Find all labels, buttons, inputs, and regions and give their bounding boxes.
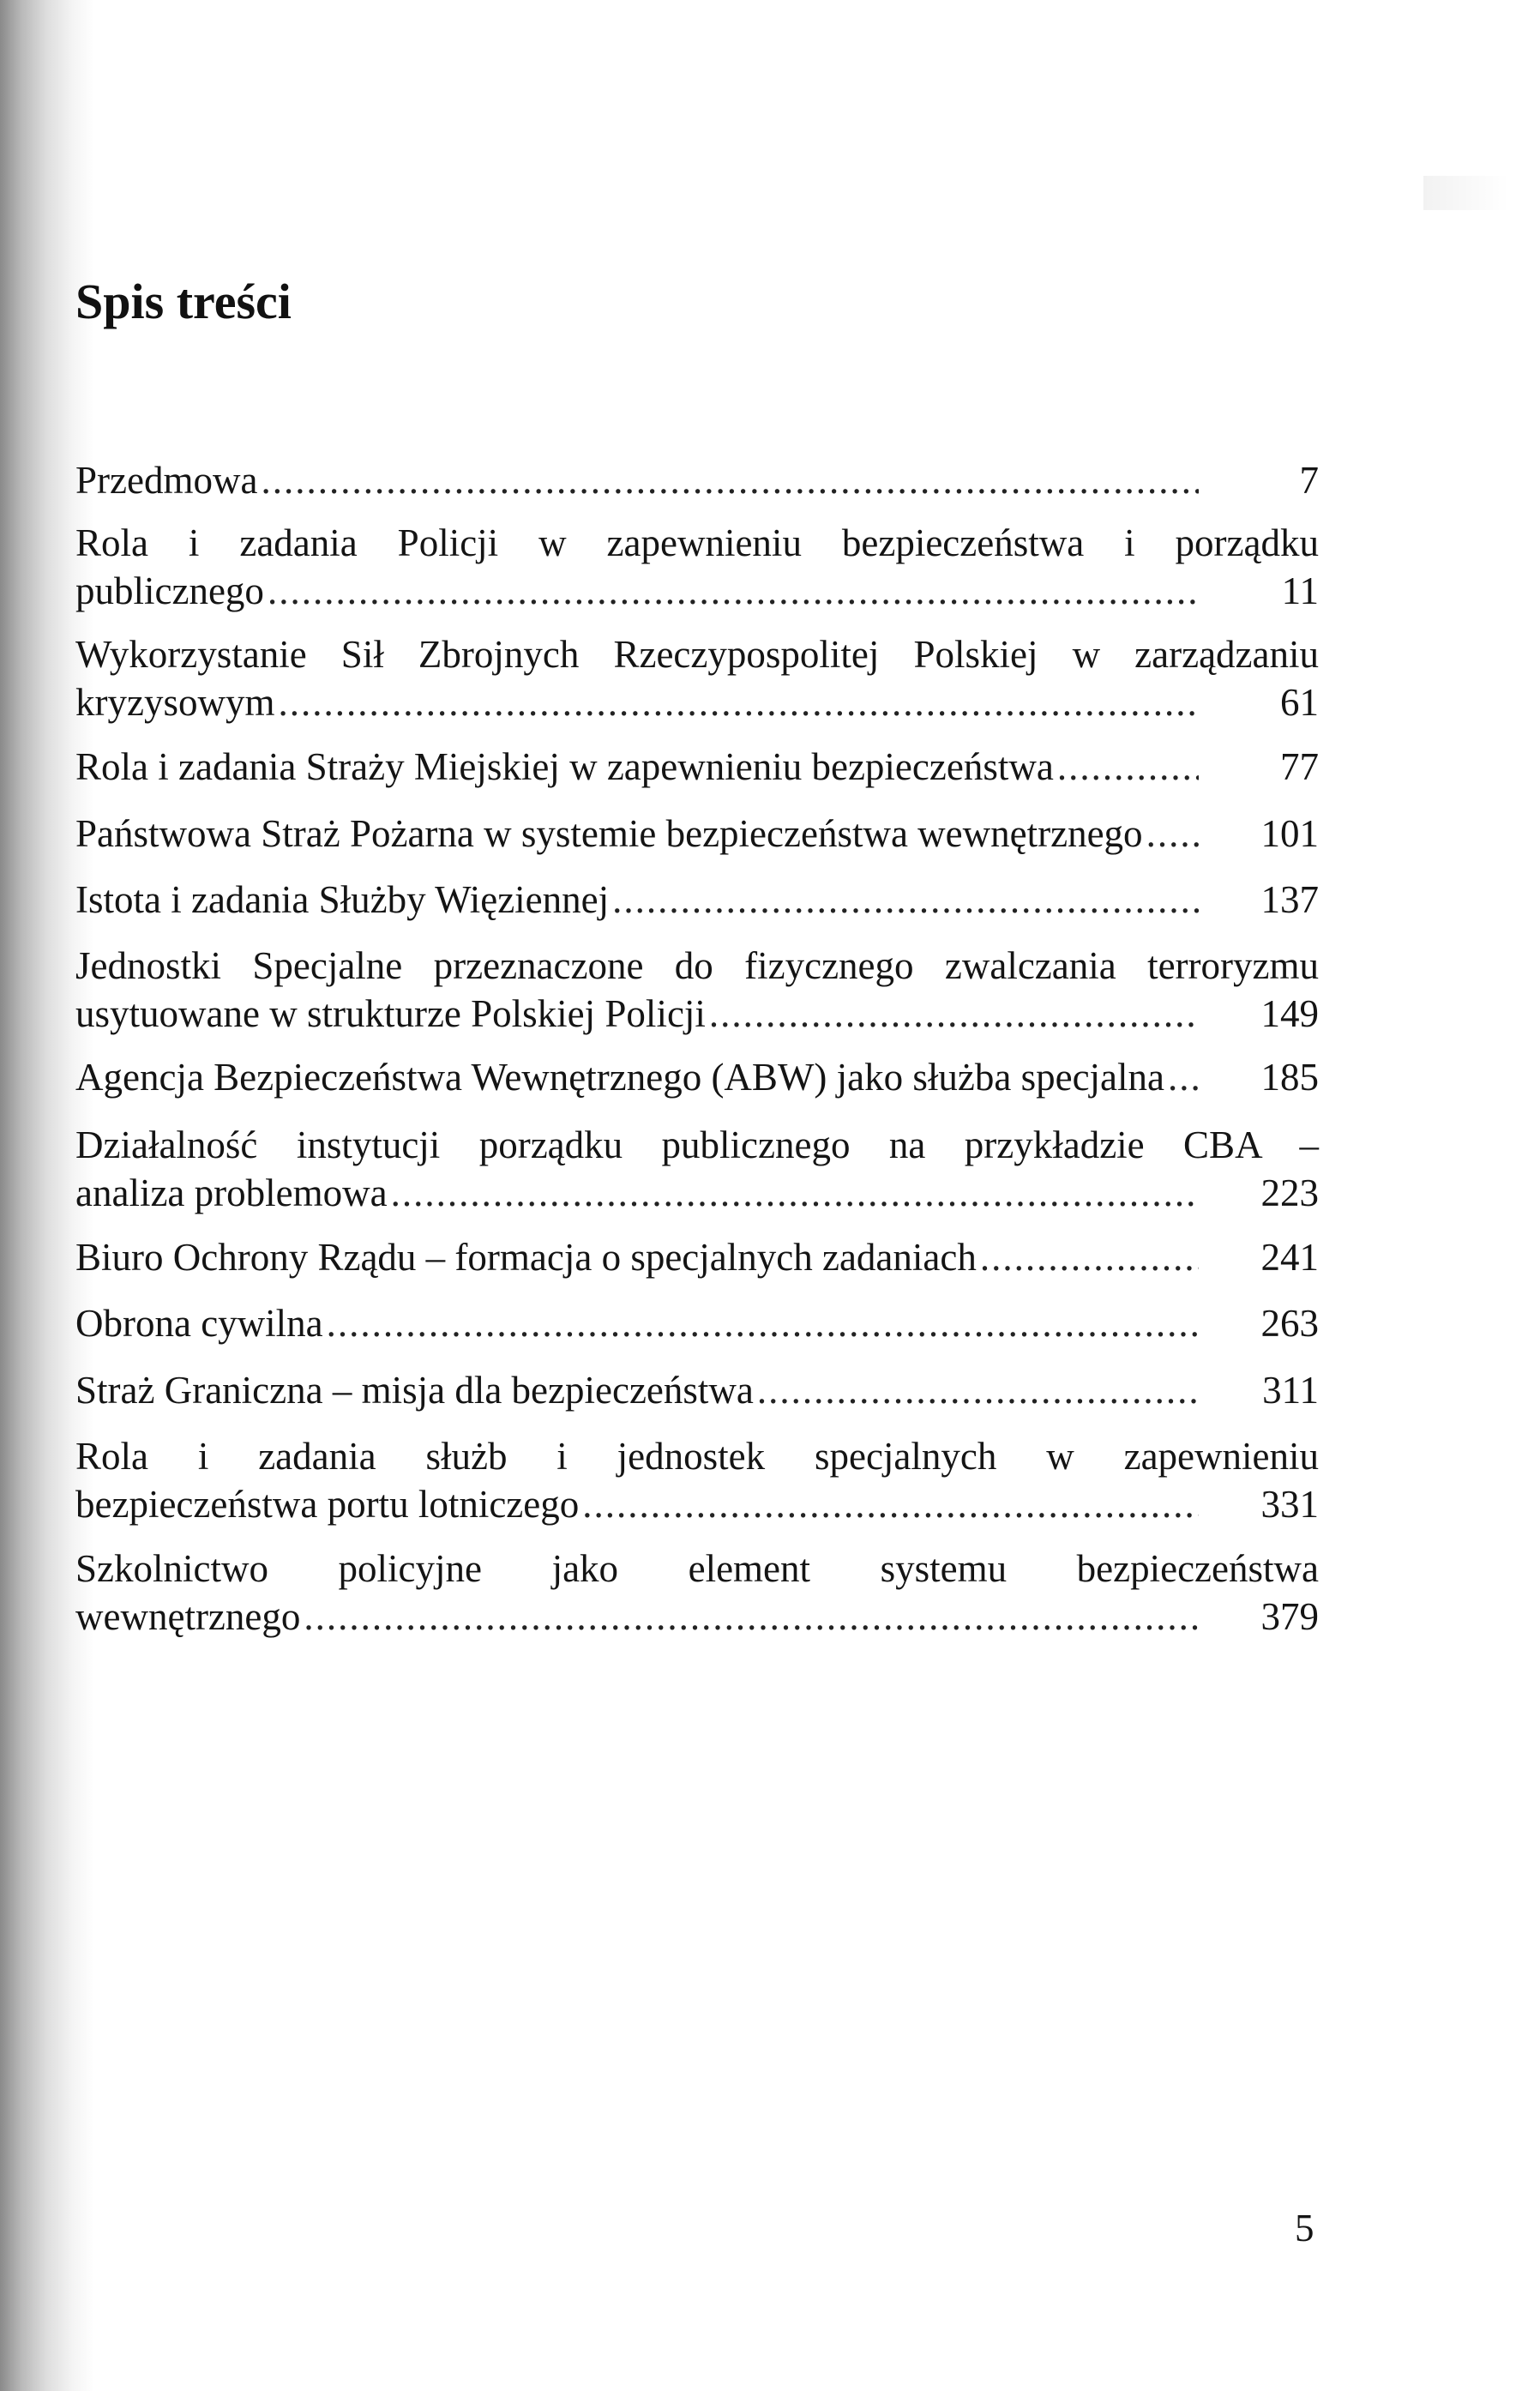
toc-entry-title: Przedmowa <box>75 459 258 502</box>
toc-entry-title-line2: usytuowane w strukturze Polskiej Policji <box>75 992 706 1035</box>
toc-entry-page: 137 <box>1260 878 1319 921</box>
toc-entry-title-line2: wewnętrznego <box>75 1595 301 1638</box>
toc-entry-title: Państwowa Straż Pożarna w systemie bezpieczeństwa wewnętrznego <box>75 812 1143 855</box>
toc-entry <box>75 810 1319 858</box>
toc-entry-page: 185 <box>1260 1056 1319 1099</box>
toc-entry <box>75 1053 1319 1101</box>
dot-leader <box>1057 743 1199 791</box>
toc-entry <box>75 1121 1319 1217</box>
toc-entry-title-line1: Rola i zadania Policji w zapewnieniu bezpieczeństwa i porządku <box>75 521 1319 564</box>
page-title: Spis treści <box>75 274 292 329</box>
toc-entry-title-line2: analiza problemowa <box>75 1171 388 1214</box>
toc-entry-line <box>75 1480 1319 1528</box>
dot-leader <box>1146 810 1199 858</box>
toc-entry-line <box>75 1593 1319 1641</box>
dot-leader <box>612 876 1199 924</box>
dot-leader <box>1168 1053 1199 1101</box>
dot-leader <box>268 567 1199 615</box>
toc-entry <box>75 519 1319 615</box>
toc-entry-title: Istota i zadania Służby Więziennej <box>75 878 610 921</box>
toc-entry-line <box>75 1299 1319 1347</box>
toc-entry-page: 223 <box>1260 1171 1319 1214</box>
toc-entry-title-line1: Rola i zadania służb i jednostek specjalnych w zapewnieniu <box>75 1435 1319 1478</box>
toc-entry <box>75 630 1319 726</box>
toc-entry-title-line1: Działalność instytucji porządku publicznego na przykładzie CBA – <box>75 1123 1319 1166</box>
toc-entry-line <box>75 1053 1319 1101</box>
dot-leader <box>327 1299 1199 1347</box>
toc-entry-title-line1: Szkolnictwo policyjne jako element systemu bezpieczeństwa <box>75 1547 1319 1590</box>
dot-leader <box>757 1366 1199 1414</box>
toc-entry-title: Rola i zadania Straży Miejskiej w zapewnieniu bezpieczeństwa <box>75 745 1054 788</box>
dot-leader <box>709 990 1199 1038</box>
dot-leader <box>391 1169 1199 1217</box>
toc-entry-line <box>75 1169 1319 1217</box>
toc-entry-page: 241 <box>1260 1236 1319 1279</box>
toc-entry-page: 61 <box>1280 681 1319 724</box>
toc-entry-title-line2: publicznego <box>75 569 264 612</box>
dot-leader <box>980 1233 1199 1281</box>
toc-entry <box>75 942 1319 1038</box>
dot-leader <box>304 1593 1199 1641</box>
toc-entry-page: 149 <box>1260 992 1319 1035</box>
toc-entry-page: 263 <box>1260 1302 1319 1345</box>
toc-entry-page: 379 <box>1260 1595 1319 1638</box>
toc-entry <box>75 1299 1319 1347</box>
toc-entry-title: Straż Graniczna – misja dla bezpieczeństwa <box>75 1369 754 1412</box>
toc-entry-title-line1: Jednostki Specjalne przeznaczone do fizycznego zwalczania terroryzmu <box>75 944 1319 987</box>
toc-entry-title: Agencja Bezpieczeństwa Wewnętrznego (ABW) jako służba specjalna <box>75 1056 1164 1099</box>
toc-entry-page: 11 <box>1281 569 1319 612</box>
page-number: 5 <box>1295 2207 1314 2249</box>
dot-leader <box>261 456 1199 504</box>
toc-entry-line <box>75 810 1319 858</box>
toc-entry <box>75 1545 1319 1641</box>
toc-entry-page: 311 <box>1262 1369 1319 1412</box>
toc-entry <box>75 456 1319 504</box>
toc-entry-line <box>75 1233 1319 1281</box>
toc-entry-title: Obrona cywilna <box>75 1302 323 1345</box>
toc-entry <box>75 743 1319 791</box>
toc-entry-line <box>75 567 1319 615</box>
toc-entry <box>75 1432 1319 1528</box>
toc-entry-title-line2: bezpieczeństwa portu lotniczego <box>75 1483 580 1526</box>
toc-entry-line <box>75 456 1319 504</box>
toc-entry-line <box>75 876 1319 924</box>
dot-leader <box>582 1480 1199 1528</box>
toc-entry-line <box>75 743 1319 791</box>
toc-entry-page: 101 <box>1260 812 1319 855</box>
toc-entry <box>75 1233 1319 1281</box>
toc-entry-line <box>75 1366 1319 1414</box>
toc-entry-line <box>75 678 1319 726</box>
toc-entry-line <box>75 990 1319 1038</box>
toc-entry-title-line1: Wykorzystanie Sił Zbrojnych Rzeczypospolitej Polskiej w zarządzaniu <box>75 633 1319 676</box>
toc-entry-page: 7 <box>1299 459 1319 502</box>
toc-entry-title-line2: kryzysowym <box>75 681 275 724</box>
toc-entry-title: Biuro Ochrony Rządu – formacja o specjalnych zadaniach <box>75 1236 977 1279</box>
toc-entry-page: 331 <box>1260 1483 1319 1526</box>
dot-leader <box>278 678 1199 726</box>
toc-entry-page: 77 <box>1280 745 1319 788</box>
toc-entry <box>75 876 1319 924</box>
bleed-through-mark <box>1423 176 1509 210</box>
toc-entry <box>75 1366 1319 1414</box>
